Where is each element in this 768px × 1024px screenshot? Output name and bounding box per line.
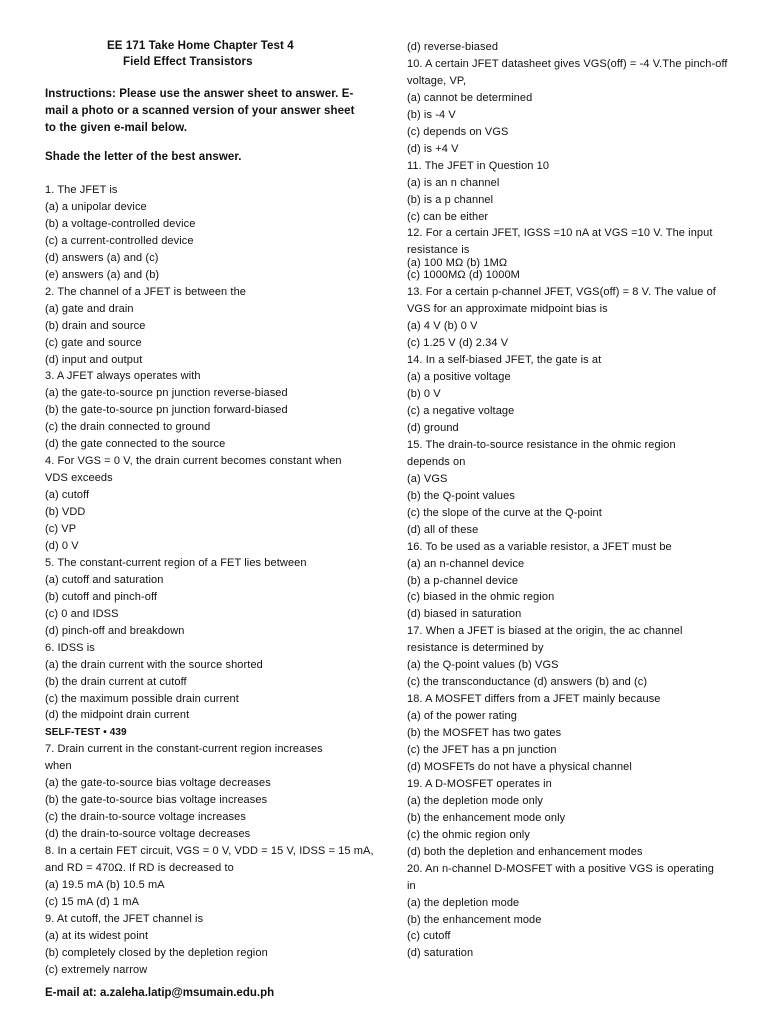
answer-option: (a) VGS xyxy=(407,472,448,485)
answer-option: (a) the depletion mode xyxy=(407,896,520,909)
answer-option: (b) the enhancement mode only xyxy=(407,811,566,824)
question-stem: 3. A JFET always operates with xyxy=(45,370,201,383)
answer-option: (a) cannot be determined xyxy=(407,91,533,104)
answer-option: (b) the MOSFET has two gates xyxy=(407,727,562,740)
answer-option: (b) cutoff and pinch-off xyxy=(45,590,158,603)
question-text: when xyxy=(45,760,72,773)
answer-option: (c) the drain-to-source voltage increases xyxy=(45,811,246,824)
answer-option: (c) extremely narrow xyxy=(45,963,148,976)
answer-option: (c) biased in the ohmic region xyxy=(407,591,555,604)
answer-option: (b) a voltage-controlled device xyxy=(45,217,196,230)
answer-option: (c) 0 and IDSS xyxy=(45,607,119,620)
answer-option: (d) ground xyxy=(407,421,459,434)
answer-option: (d) reverse-biased xyxy=(407,41,499,53)
answer-option: (b) drain and source xyxy=(45,319,146,332)
shade-note: Shade the letter of the best answer. xyxy=(45,151,242,163)
question-text: resistance is xyxy=(407,244,470,257)
doc-title: EE 171 Take Home Chapter Test 4 xyxy=(107,40,294,52)
answer-option: (b) 0 V xyxy=(407,388,441,401)
answer-option: (b) the gate-to-source bias voltage increases xyxy=(45,794,268,807)
answer-option: (b) the drain current at cutoff xyxy=(45,675,187,688)
answer-option: (d) the drain-to-source voltage decreases xyxy=(45,828,251,841)
answer-option: (c) 1.25 V (d) 2.34 V xyxy=(407,337,509,350)
answer-option: (b) VDD xyxy=(45,506,86,519)
answer-option: (b) the Q-point values xyxy=(407,489,515,502)
question-stem: 19. A D-MOSFET operates in xyxy=(407,777,552,790)
answer-option: (c) depends on VGS xyxy=(407,125,509,138)
question-text: depends on xyxy=(407,455,466,468)
question-stem: 13. For a certain p-channel JFET, VGS(off) = 8 V. The value of xyxy=(407,286,716,299)
answer-option: (a) 4 V (b) 0 V xyxy=(407,320,478,333)
answer-option: (a) is an n channel xyxy=(407,176,500,189)
answer-option: (b) a p-channel device xyxy=(407,574,519,587)
answer-option: (c) 15 mA (d) 1 mA xyxy=(45,895,140,908)
question-stem: 18. A MOSFET differs from a JFET mainly because xyxy=(407,693,661,706)
answer-option: (d) the gate connected to the source xyxy=(45,438,226,451)
answer-option: (b) is a p channel xyxy=(407,193,494,206)
answer-option: (d) pinch-off and breakdown xyxy=(45,624,185,637)
answer-option: (e) answers (a) and (b) xyxy=(45,268,160,281)
doc-subtitle: Field Effect Transistors xyxy=(123,56,253,68)
answer-option: (c) gate and source xyxy=(45,336,142,349)
answer-option: (c) can be either xyxy=(407,210,489,223)
question-stem: 9. At cutoff, the JFET channel is xyxy=(45,912,204,925)
question-stem: 2. The channel of a JFET is between the xyxy=(45,285,247,298)
answer-option: (d) the midpoint drain current xyxy=(45,709,190,722)
answer-option: (a) 19.5 mA (b) 10.5 mA xyxy=(45,878,165,891)
answer-option: (c) 1000MΩ (d) 1000M xyxy=(407,269,520,282)
question-stem: 12. For a certain JFET, IGSS =10 nA at VGS =10 V. The input xyxy=(407,227,713,240)
answer-option: (b) the enhancement mode xyxy=(407,913,542,926)
answer-option: (d) biased in saturation xyxy=(407,608,522,621)
answer-option: (a) the gate-to-source pn junction reverse-biased xyxy=(45,387,288,400)
answer-option: (d) both the depletion and enhancement modes xyxy=(407,845,643,858)
answer-option: (a) 100 MΩ (b) 1MΩ xyxy=(407,257,508,270)
page-marker: SELF-TEST • 439 xyxy=(45,727,127,739)
question-stem: 17. When a JFET is biased at the origin, the ac channel xyxy=(407,625,683,638)
question-text: in xyxy=(407,879,416,892)
answer-option: (d) MOSFETs do not have a physical channel xyxy=(407,760,632,773)
question-text: and RD = 470Ω. If RD is decreased to xyxy=(45,862,234,874)
question-text: VDS exceeds xyxy=(45,472,113,485)
answer-option: (d) 0 V xyxy=(45,539,79,552)
email-footer: E-mail at: a.zaleha.latip@msumain.edu.ph xyxy=(45,987,275,999)
answer-option: (a) the depletion mode only xyxy=(407,794,544,807)
question-stem: 6. IDSS is xyxy=(45,641,95,654)
question-stem: 10. A certain JFET datasheet gives VGS(off) = -4 V.The pinch-off xyxy=(407,57,728,70)
answer-option: (a) an n-channel device xyxy=(407,557,525,570)
answer-option: (a) of the power rating xyxy=(407,710,517,723)
answer-option: (c) the drain connected to ground xyxy=(45,421,211,434)
answer-option: (b) completely closed by the depletion region xyxy=(45,946,268,959)
question-text: VGS for an approximate midpoint bias is xyxy=(407,303,608,316)
answer-option: (d) is +4 V xyxy=(407,142,459,155)
question-stem: 20. An n-channel D-MOSFET with a positive VGS is operating xyxy=(407,862,715,875)
answer-option: (a) gate and drain xyxy=(45,302,134,315)
answer-option: (c) the JFET has a pn junction xyxy=(407,744,557,756)
answer-option: (d) answers (a) and (c) xyxy=(45,251,159,264)
answer-option: (c) the maximum possible drain current xyxy=(45,692,239,705)
question-text: resistance is determined by xyxy=(407,642,544,655)
instructions: Instructions: Please use the answer sheet to answer. E-mail a photo or a scanned version of your answer sheet to the given e-mail below. xyxy=(45,88,355,134)
answer-option: (c) the ohmic region only xyxy=(407,828,530,841)
question-stem: 16. To be used as a variable resistor, a JFET must be xyxy=(407,540,672,553)
answer-option: (c) the transconductance (d) answers (b) and (c) xyxy=(407,676,648,689)
answer-option: (b) the gate-to-source pn junction forward-biased xyxy=(45,404,288,417)
answer-option: (a) a positive voltage xyxy=(407,371,511,384)
answer-option: (c) cutoff xyxy=(407,930,451,943)
question-stem: 7. Drain current in the constant-current region increases xyxy=(45,743,323,756)
answer-option: (a) the gate-to-source bias voltage decreases xyxy=(45,777,271,790)
answer-option: (d) input and output xyxy=(45,353,143,366)
answer-option: (a) the drain current with the source shorted xyxy=(45,658,263,671)
question-stem: 4. For VGS = 0 V, the drain current becomes constant when xyxy=(45,455,342,468)
answer-option: (c) a current-controlled device xyxy=(45,234,194,247)
answer-option: (a) the Q-point values (b) VGS xyxy=(407,659,559,672)
answer-option: (d) all of these xyxy=(407,523,479,536)
question-stem: 8. In a certain FET circuit, VGS = 0 V, VDD = 15 V, IDSS = 15 mA, xyxy=(45,845,374,858)
answer-option: (a) cutoff and saturation xyxy=(45,573,164,586)
question-stem: 14. In a self-biased JFET, the gate is at xyxy=(407,354,602,367)
question-stem: 5. The constant-current region of a FET lies between xyxy=(45,556,307,569)
answer-option: (c) VP xyxy=(45,523,77,535)
answer-option: (a) at its widest point xyxy=(45,929,149,942)
answer-option: (d) saturation xyxy=(407,947,474,960)
answer-option: (c) the slope of the curve at the Q-point xyxy=(407,506,602,519)
question-stem: 15. The drain-to-source resistance in the ohmic region xyxy=(407,438,676,451)
answer-option: (c) a negative voltage xyxy=(407,405,515,417)
question-stem: 11. The JFET in Question 10 xyxy=(407,159,550,172)
answer-option: (b) is -4 V xyxy=(407,108,456,121)
question-stem: 1. The JFET is xyxy=(45,184,118,196)
answer-option: (a) a unipolar device xyxy=(45,200,147,213)
answer-option: (a) cutoff xyxy=(45,489,90,502)
question-text: voltage, VP, xyxy=(407,74,467,87)
